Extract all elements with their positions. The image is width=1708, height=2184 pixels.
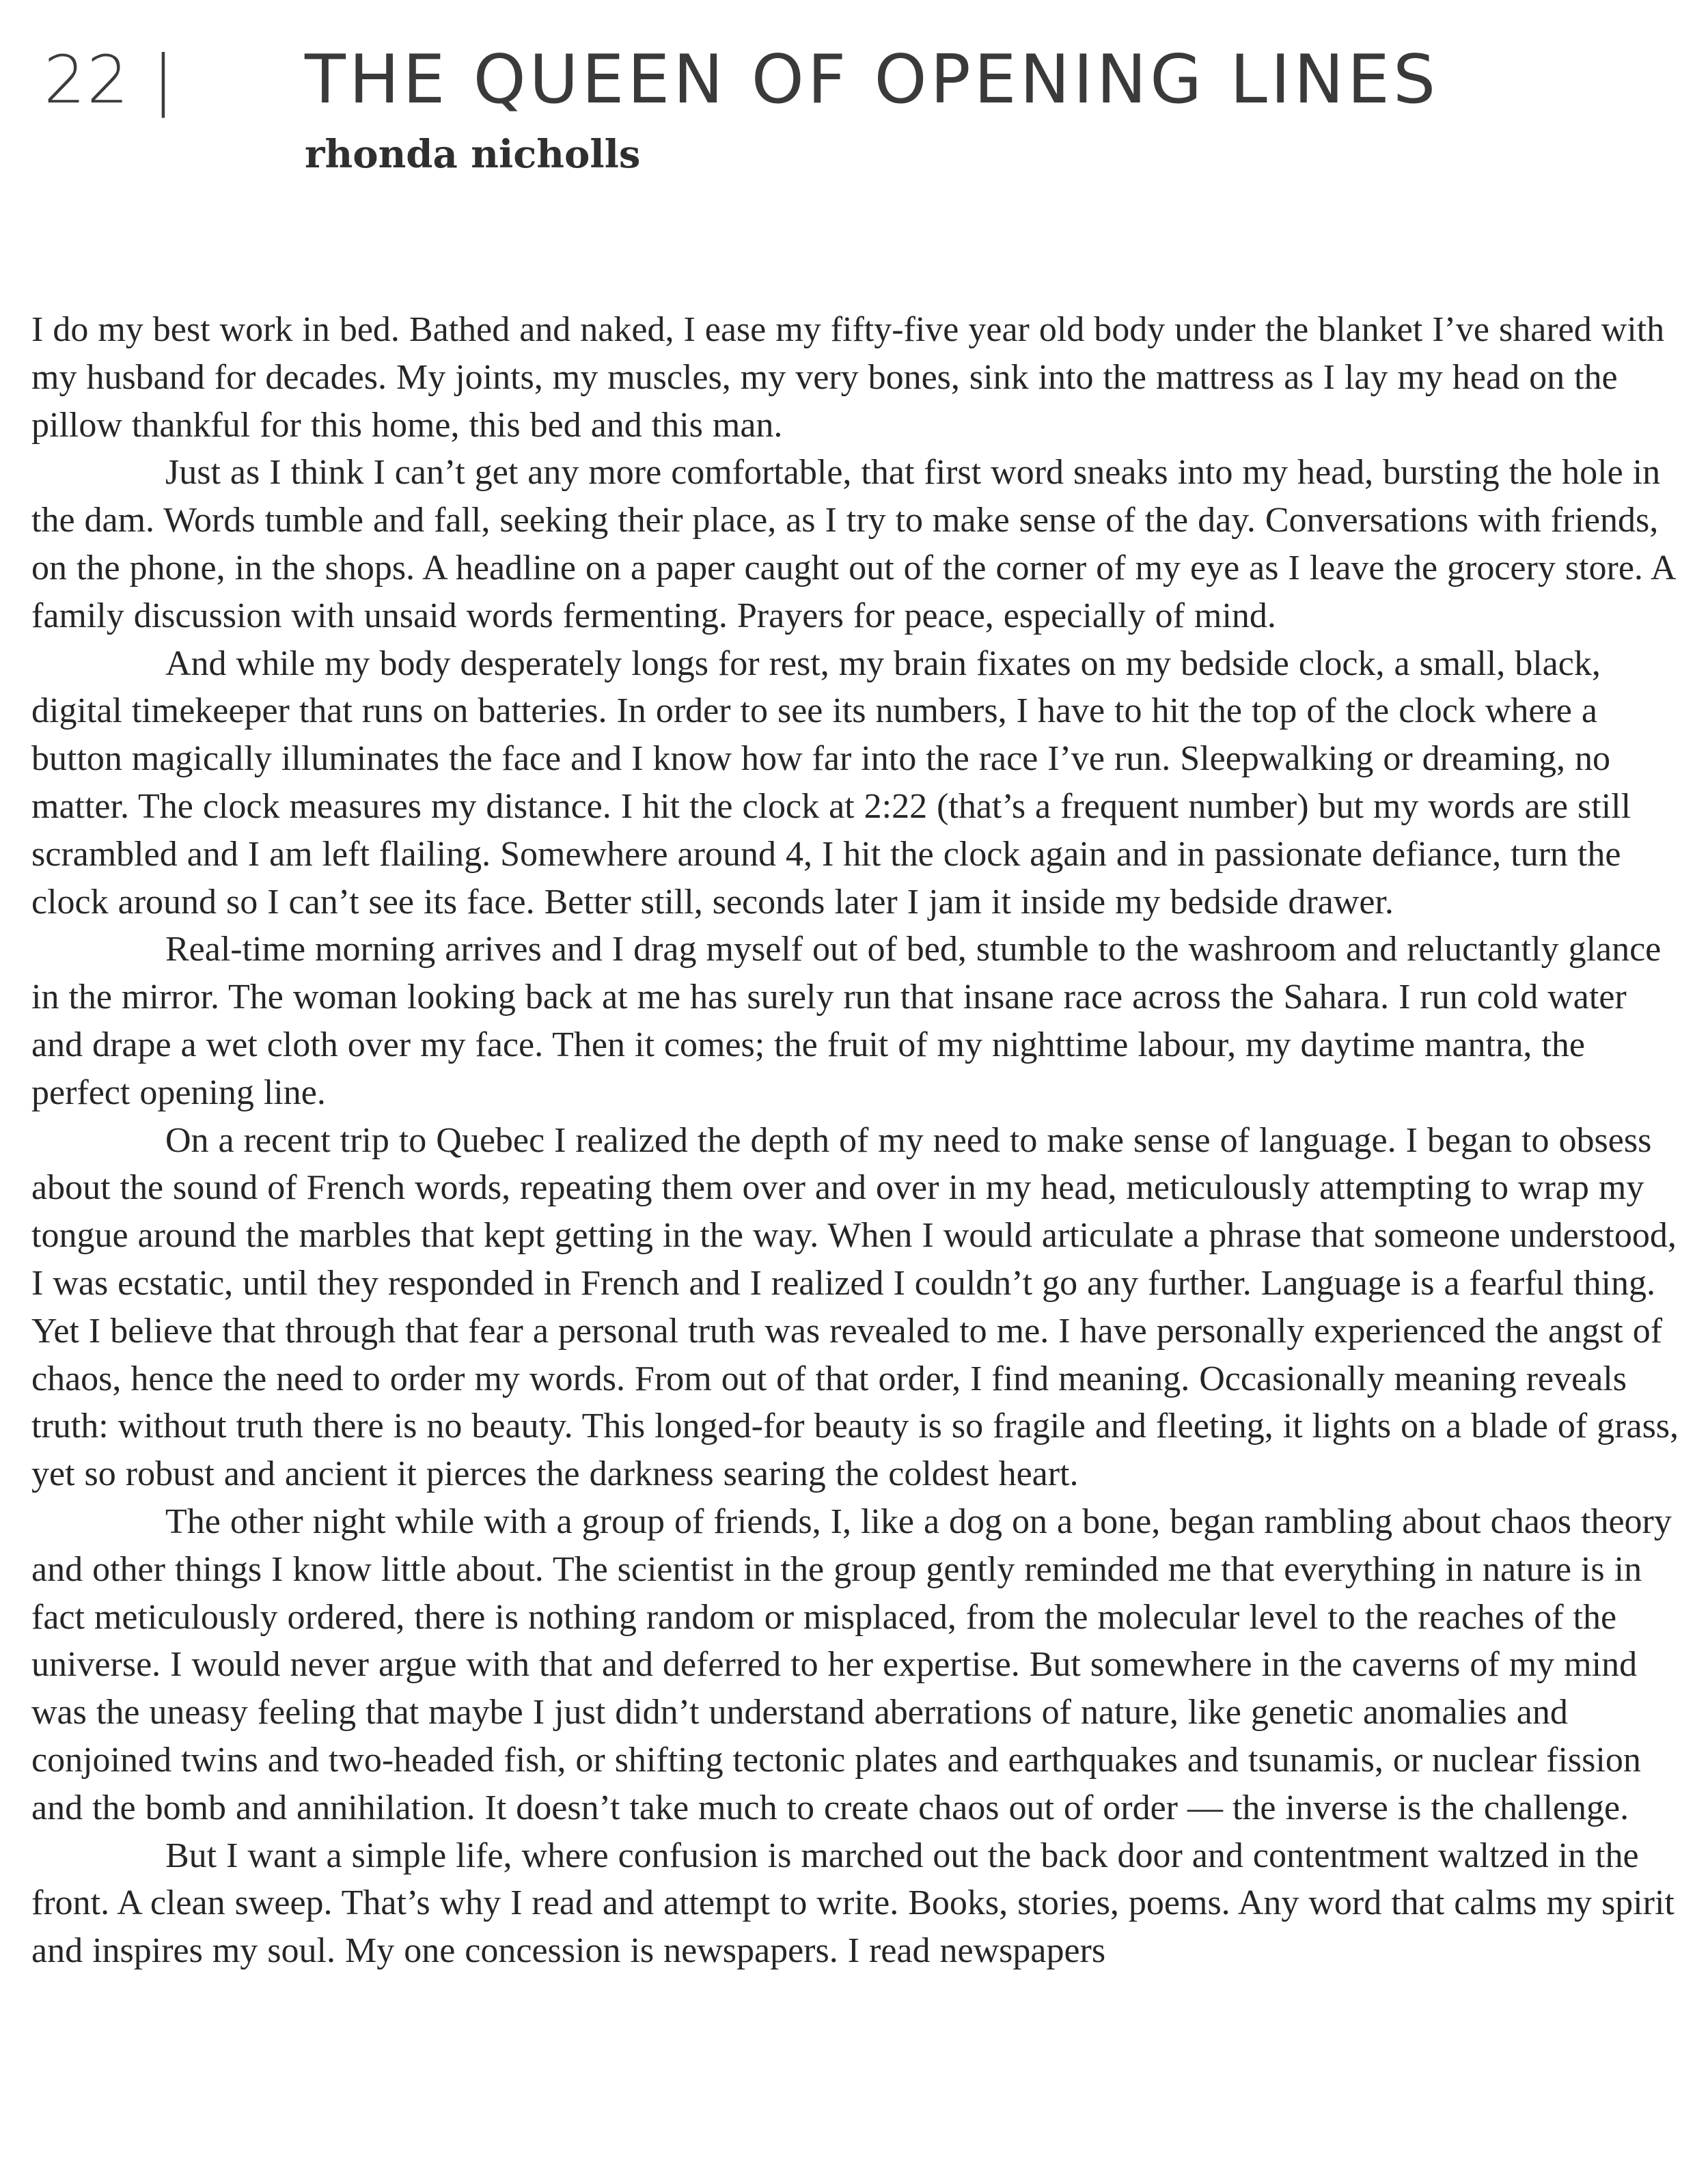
paragraph-7: But I want a simple life, where confusion is marched out the back door and contentment waltzed in the front. A clean sweep. That’s why I read and attempt to write. Books, stories, poems. Any word that calms my spirit and inspires my soul. My one concession is newspapers. I read newspapers <box>31 1836 1675 1971</box>
paragraph-3: And while my body desperately longs for rest, my brain fixates on my bedside clock, a small, black, digital timekeeper that runs on batteries. In order to see its numbers, I have to hit the top of the clock where a button magically illuminates the face and I know how far into the race I’ve run. Sleepwalking or dreaming, no matter. The clock measures my distance. I hit the clock at 2:22 (that’s a frequent number) but my words are still scrambled and I am left flailing. Somewhere around 4, I hit the clock again and in passionate defiance, turn the clock around so I can’t see its face. Better still, seconds later I jam it inside my bedside drawer. <box>31 644 1631 922</box>
paragraph-4: Real-time morning arrives and I drag myself out of bed, stumble to the washroom and reluctantly glance in the mirror. The woman looking back at me has surely run that insane race across the Sahara. I run cold water and drape a wet cloth over my face. Then it comes; the fruit of my nighttime labour, my daytime mantra, the perfect opening line. <box>31 930 1662 1112</box>
author-name: rhonda nicholls <box>305 132 641 177</box>
paragraph-1: I do my best work in bed. Bathed and naked, I ease my fifty-five year old body under the blanket I’ve shared with my husband for decades. My joints, my muscles, my very bones, sink into the mattress as I lay my head on the pillow thankful for this home, this bed and this man. <box>31 310 1665 445</box>
paragraph-2: Just as I think I can’t get any more comfortable, that first word sneaks into my head, bursting the hole in the dam. Words tumble and fall, seeking their place, as I try to make sense of the day. Conversations with friends, on the phone, in the shops. A headline on a paper caught out of the corner of my eye as I leave the grocery store. A family discussion with unsaid words fermenting. Prayers for peace, especially of mind. <box>31 453 1675 635</box>
title-block <box>305 36 1439 182</box>
paragraph-5: On a recent trip to Quebec I realized the depth of my need to make sense of language. I began to obsess about the sound of French words, repeating them over and over in my head, meticulously attempting to wrap my tongue around the marbles that kept getting in the way. When I would articulate a phrase that someone understood, I was ecstatic, until they responded in French and I realized I couldn’t go any further. Language is a fearful thing. Yet I believe that through that fear a personal truth was revealed to me. I have personally experienced the angst of chaos, hence the need to order my words. From out of that order, I find meaning. Occasionally meaning reveals truth: without truth there is no beauty. This longed-for beauty is so fragile and fleeting, it lights on a blade of grass, yet so robust and ancient it pierces the darkness searing the coldest heart. <box>31 1120 1679 1494</box>
article-body <box>31 306 1685 1975</box>
page-title: THE QUEEN OF OPENING LINES <box>305 41 1440 119</box>
paragraph-6: The other night while with a group of friends, I, like a dog on a bone, began rambling about chaos theory and other things I know little about. The scientist in the group gently reminded me that everything in nature is in fact meticulously ordered, there is nothing random or misplaced, from the molecular level to the reaches of the universe. I would never argue with that and deferred to her expertise. But somewhere in the caverns of my mind was the uneasy feeling that maybe I just didn’t understand aberrations of nature, like genetic anomalies and conjoined twins and two-headed fish, or shifting tectonic plates and earthquakes and tsunamis, or nuclear fission and the bomb and annihilation. It doesn’t take much to create chaos out of order — the inverse is the challenge. <box>31 1502 1672 1827</box>
page-header <box>44 36 1670 193</box>
page-number: 22 | <box>44 42 176 118</box>
